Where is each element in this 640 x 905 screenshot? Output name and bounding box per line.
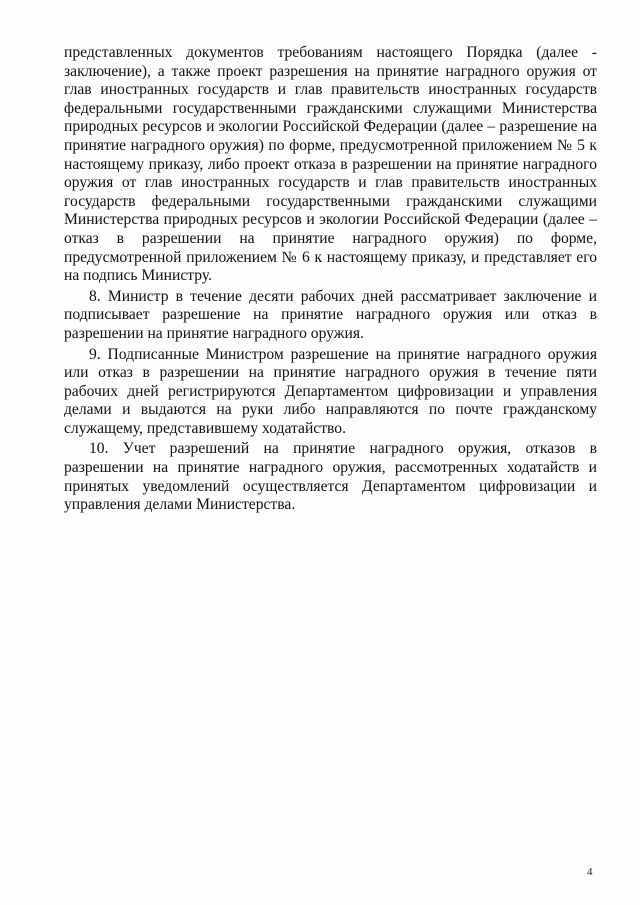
paragraph-item-10: 10. Учет разрешений на принятие наградного оружия, отказов в разрешении на принятие наградного оружия, рассмотренных ходатайств и принятых уведомлений осуществляется Департаментом цифровизации и управления делами Министерства.: [64, 440, 597, 514]
paragraph-item-8: 8. Министр в течение десяти рабочих дней рассматривает заключение и подписывает разрешение на принятие наградного оружия или отказ в разрешении на принятие наградного оружия.: [64, 287, 597, 342]
document-body: [64, 44, 597, 517]
paragraph-continuation: представленных документов требованиям настоящего Порядка (далее - заключение), а также проект разрешения на принятие наградного оружия от глав иностранных государств и глав правительств иностранных государств федеральными государственными гражданскими служащими Министерства природных ресурсов и экологии Российской Федерации (далее – разрешение на принятие наградного оружия) по форме, предусмотренной приложением № 5 к настоящему приказу, либо проект отказа в разрешении на принятие наградного оружия от глав иностранных государств и глав правительств иностранных государств федеральными государственными гражданскими служащими Министерства природных ресурсов и экологии Российской Федерации (далее – отказ в разрешении на принятие наградного оружия) по форме, предусмотренной приложением № 6 к настоящему приказу, и представляет его на подпись Министру.: [64, 44, 597, 285]
paragraph-item-9: 9. Подписанные Министром разрешение на принятие наградного оружия или отказ в разрешении на принятие наградного оружия в течение пяти рабочих дней регистрируются Департаментом цифровизации и управления делами и выдаются на руки либо направляются по почте гражданскому служащему, представившему ходатайство.: [64, 345, 597, 437]
page-number: 4: [587, 866, 593, 878]
